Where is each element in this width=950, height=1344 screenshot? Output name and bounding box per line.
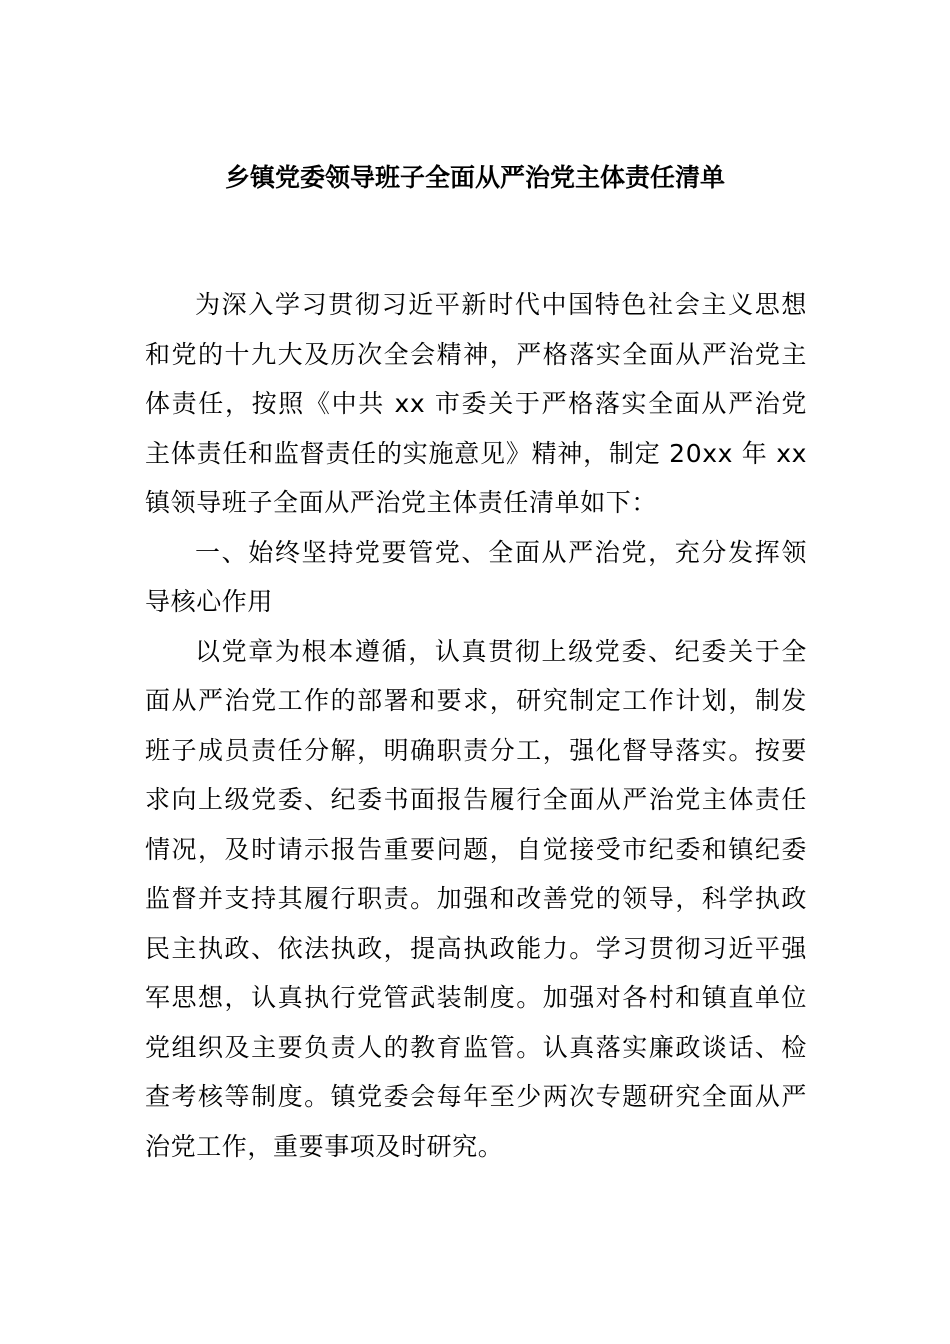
document-body — [145, 280, 807, 1171]
section-1-paragraph: 以党章为根本遵循，认真贯彻上级党委、纪委关于全面从严治党工作的部署和要求，研究制定工作计划，制发班子成员责任分解，明确职责分工，强化督导落实。按要求向上级党委、纪委书面报告履行全面从严治党主体责任情况，及时请示报告重要问题，自觉接受市纪委和镇纪委监督并支持其履行职责。加强和改善党的领导，科学执政民主执政、依法执政，提高执政能力。学习贯彻习近平强军思想，认真执行党管武装制度。加强对各村和镇直单位党组织及主要负责人的教育监管。认真落实廉政谈话、检查考核等制度。镇党委会每年至少两次专题研究全面从严治党工作，重要事项及时研究。 — [145, 636, 807, 1161]
section-heading-1: 一、始终坚持党要管党、全面从严治党，充分发挥领导核心作用 — [145, 537, 807, 616]
document-title: 乡镇党委领导班子全面从严治党主体责任清单 — [224, 163, 725, 192]
intro-paragraph: 为深入学习贯彻习近平新时代中国特色社会主义思想和党的十九大及历次全会精神，严格落实全面从严治党主体责任，按照《中共 xx 市委关于严格落实全面从严治党主体责任和监督责任的实施意见》精神，制定 20xx 年 xx 镇领导班子全面从严治党主体责任清单如下： — [145, 290, 807, 517]
